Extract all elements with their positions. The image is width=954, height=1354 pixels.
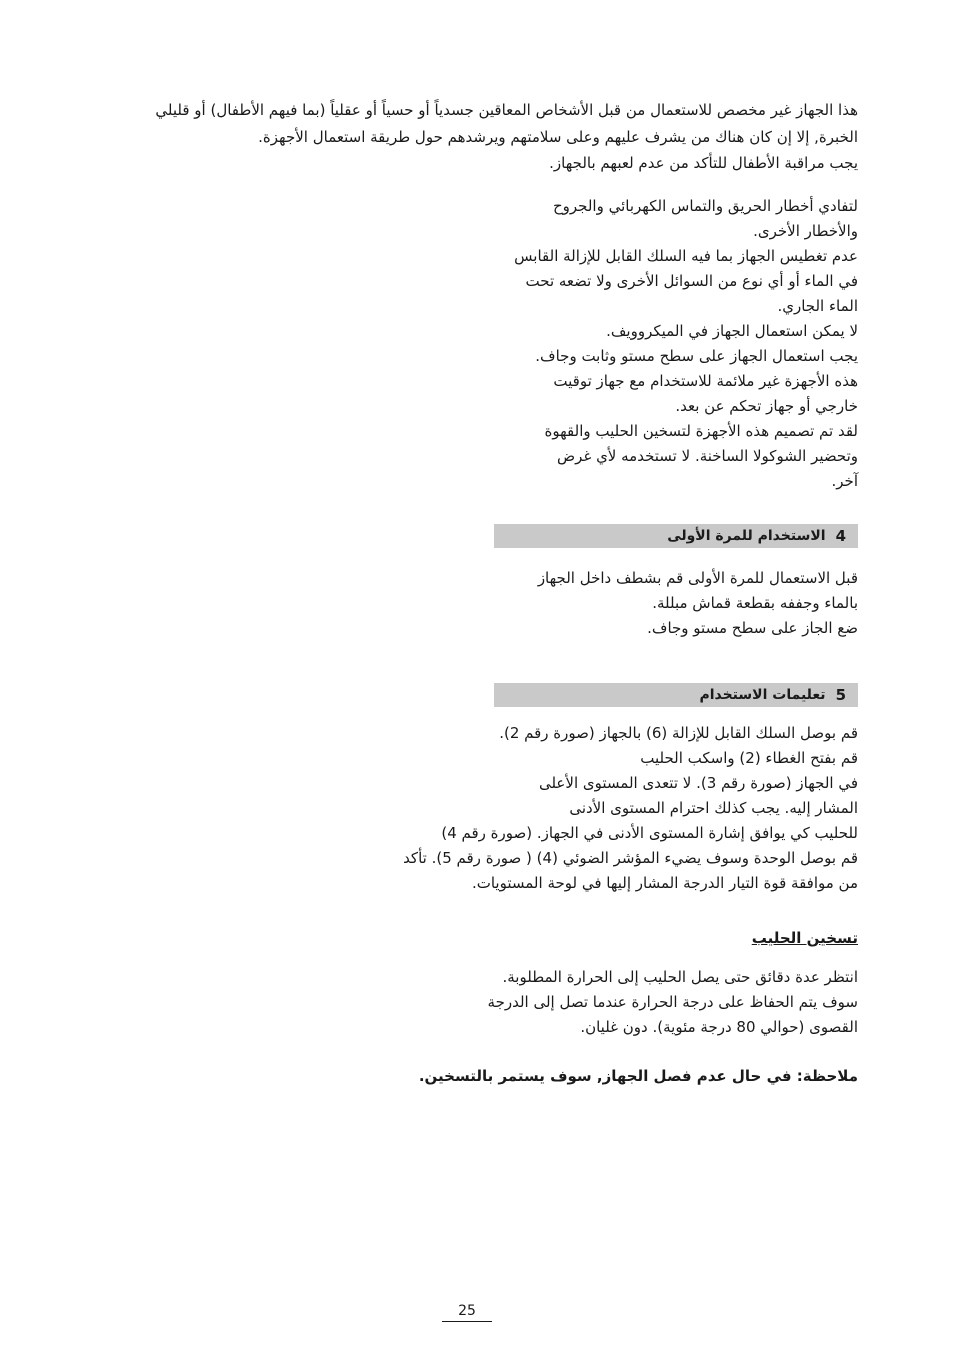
- hazards-line: وتحضير الشوكولا الساخنة. لا تستخدمه لأي غرض: [557, 447, 858, 465]
- hazards-line: لتفادي أخطار الحريق والتماس الكهربائي والجروح: [552, 197, 858, 215]
- first-use-line: ضع الجاز على سطح مستو وجاف.: [647, 619, 858, 637]
- instructions-line: قم بفتح الغطاء (2) واسكب الحليب: [640, 749, 858, 767]
- section-5-heading: [494, 683, 858, 707]
- heating-paragraph: [418, 965, 858, 1040]
- heating-line: القصوى (حوالي 80 درجة مئوية). دون غليان.: [580, 1018, 858, 1036]
- hazards-line: والأخطار الأخرى.: [753, 222, 858, 240]
- intro-line: هذا الجهاز غير مخصص للاستعمال من قبل الأشخاص المعاقين جسدياً أو حسياً أو عقلياً (بما فيهم الأطفال) أو قليلي: [155, 101, 858, 119]
- first-use-line: قبل الاستعمال للمرة الأولى قم بشطف داخل الجهاز: [537, 569, 858, 587]
- hazards-line: خارجي أو جهاز تحكم عن بعد.: [675, 397, 858, 415]
- instructions-line: في الجهاز (صورة رقم 3). لا تتعدى المستوى الأعلى: [538, 774, 858, 792]
- first-use-paragraph: [418, 566, 858, 641]
- instructions-paragraph: [298, 721, 858, 896]
- section-4-heading: [494, 524, 858, 548]
- hazards-line: يجب استعمال الجهاز على سطح مستو وثابت وجاف.: [535, 347, 858, 365]
- heating-heading: تسخين الحليب: [751, 929, 858, 947]
- intro-paragraph: [38, 97, 858, 177]
- page-number: 25: [442, 1303, 492, 1322]
- section-5-number: 5: [835, 686, 846, 704]
- hazards-line: الماء الجاري.: [777, 297, 858, 315]
- instructions-line: للحليب كي يوافق إشارة المستوى الأدنى في الجهاز. (صورة رقم 4): [441, 824, 858, 842]
- hazards-line: آخر.: [831, 472, 858, 490]
- section-5-title: تعليمات الاستخدام: [699, 687, 826, 703]
- instructions-line: المشار إليه. يجب كذلك احترام المستوى الأدنى: [569, 799, 858, 817]
- hazards-paragraph: [418, 194, 858, 494]
- intro-line: يجب مراقبة الأطفال للتأكد من عدم لعبهم بالجهاز.: [549, 154, 858, 172]
- section-4-number: 4: [835, 527, 846, 545]
- section-4-title: الاستخدام للمرة الأولى: [667, 528, 826, 544]
- hazards-line: هذه الأجهزة غير ملائمة للاستخدام مع جهاز توقيت: [553, 372, 858, 390]
- heating-note: ملاحظة: في حال عدم فصل الجهاز, سوف يستمر بالتسخين.: [418, 1067, 858, 1085]
- heating-line: انتظر عدة دقائق حتى يصل الحليب إلى الحرارة المطلوبة.: [502, 968, 858, 986]
- hazards-line: عدم تغطيس الجهاز بما فيه السلك القابل للإزالة القابس: [514, 247, 858, 265]
- heating-line: سوف يتم الحفاظ على درجة الحرارة عندما تصل إلى الدرجة: [487, 993, 858, 1011]
- instructions-line: قم بوصل السلك القابل للإزالة (6) بالجهاز (صورة رقم 2).: [499, 724, 858, 742]
- first-use-line: بالماء وجففه بقطعة قماش مبللة.: [652, 594, 858, 612]
- hazards-line: في الماء أو أي نوع من السوائل الأخرى ولا تضعه تحت: [525, 272, 858, 290]
- hazards-line: لا يمكن استعمال الجهاز في الميكروويف.: [606, 322, 858, 340]
- instructions-line: من موافقة قوة التيار الدرجة المشار إليها في لوحة المستويات.: [471, 874, 858, 892]
- intro-line: الخبرة, إلا إن كان هناك من يشرف عليهم وعلى سلامتهم ويرشدهم حول طريقة استعمال الأجهزة.: [258, 127, 858, 146]
- hazards-line: لقد تم تصميم هذه الأجهزة لتسخين الحليب والقهوة: [544, 422, 858, 440]
- instructions-line: قم بوصل الوحدة وسوف يضيء المؤشر الضوئي (4) ( صورة رقم 5). تأكد: [403, 849, 858, 867]
